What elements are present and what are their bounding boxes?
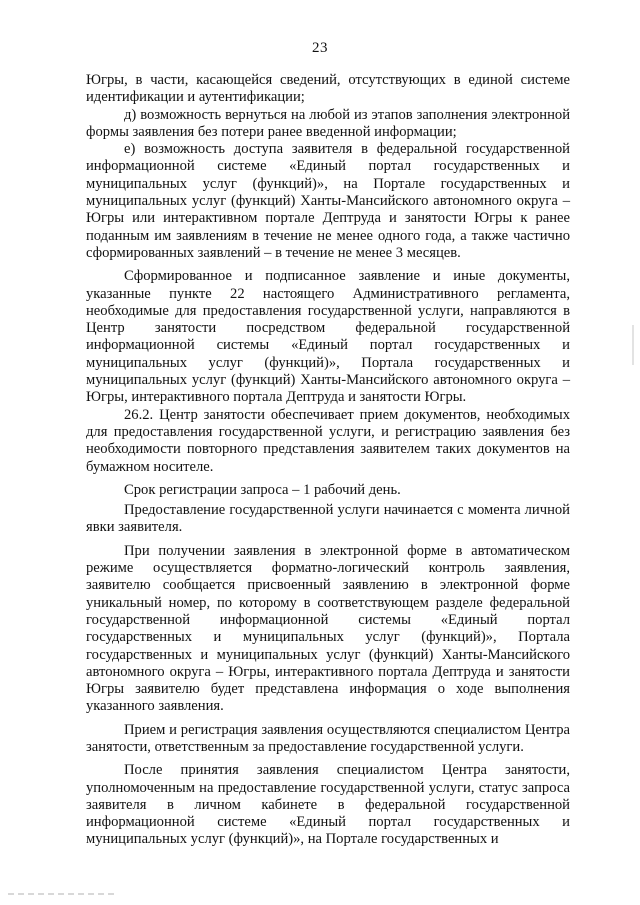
paragraph-submitted-documents: Сформированное и подписанное заявление и иные документы, указанные пункте 22 настоящего Административного регламента, необходимые для предоставления государственной услуги, направляются в Центр занятости посредством федеральной государственной информационной системы «Единый портал государственных и муниципальных услуг (функций)», Портала государственных и муниципальных услуг (функций) Ханты-Мансийского автономного округа – Югры, интерактивного портала Дептруда и занятости Югры. (86, 268, 570, 406)
paragraph-item-e: е) возможность доступа заявителя в федеральной государственной информационной системе «Единый портал государственных и муниципальных услуг (функций)», на Портале государственных и муниципальных услуг (функций) Ханты-Мансийского автономного округа – Югры или интерактивном портале Дептруда и занятости Югры к ранее поданным им заявлениям в течение не менее одного года, а также частично сформированных заявлений – в течение не менее 3 месяцев. (86, 141, 570, 261)
scan-artifact (632, 325, 634, 365)
paragraph-service-start: Предоставление государственной услуги начинается с момента личной явки заявителя. (86, 502, 570, 536)
paragraph-after-acceptance: После принятия заявления специалистом Центра занятости, уполномоченным на предоставление государственной услуги, статус запроса заявителя в личном кабинете в федеральной государственной информационной системе «Единый портал государственных и муниципальных услуг (функций)», на Портале государственных и (86, 762, 570, 848)
paragraph-item-d: д) возможность вернуться на любой из этапов заполнения электронной формы заявления без потери ранее введенной информации; (86, 106, 570, 140)
paragraph-26-2: 26.2. Центр занятости обеспечивает прием документов, необходимых для предоставления государственной услуги, и регистрацию заявления без необходимости повторного представления заявителем таких документов на бумажном носителе. (86, 406, 570, 475)
document-body (86, 72, 570, 849)
paragraph-registration-term: Срок регистрации запроса – 1 рабочий день. (124, 481, 401, 498)
scan-footer-artifact (8, 893, 118, 895)
page-number: 23 (312, 40, 328, 56)
paragraph-continuation: Югры, в части, касающейся сведений, отсутствующих в единой системе идентификации и аутентификации; (86, 72, 570, 106)
paragraph-electronic-receipt: При получении заявления в электронной форме в автоматическом режиме осуществляется форматно-логический контроль заявления, заявителю сообщается присвоенный заявлению в электронной форме уникальный номер, по которому в соответствующем разделе федеральной государственной информационной системы «Единый портал государственных и муниципальных услуг (функций)», Портала государственных и муниципальных услуг (функций) Ханты-Мансийского автономного округа – Югры, интерактивного портала Дептруда и занятости Югры заявителю будет представлена информация о ходе выполнения указанного заявления. (86, 542, 570, 715)
paragraph-reception: Прием и регистрация заявления осуществляются специалистом Центра занятости, ответственным за предоставление государственной услуги. (86, 721, 570, 755)
